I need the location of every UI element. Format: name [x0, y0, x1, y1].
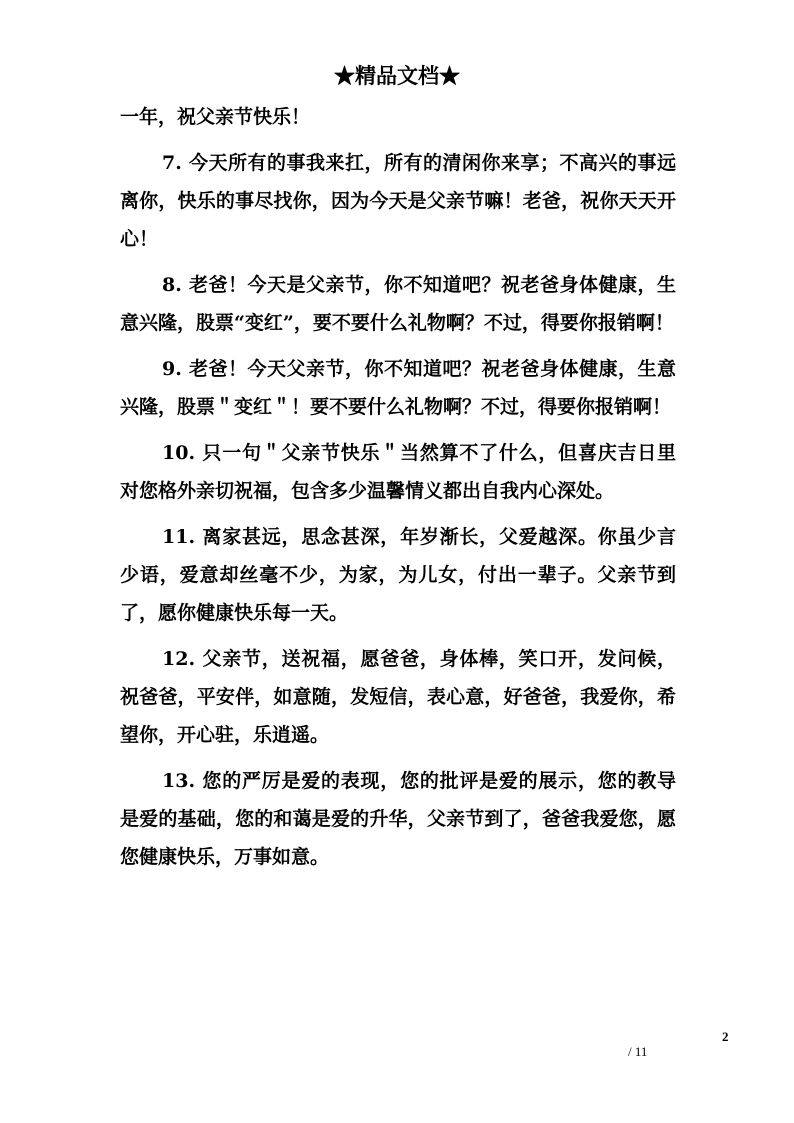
paragraph-item-9: 9. 老爸！今天父亲节，你不知道吧？祝老爸身体健康，生意兴隆，股票＂变红＂！要不要什么礼物啊？不过，得要你报销啊！: [120, 358, 676, 418]
paragraph-item-10: 10. 只一句＂父亲节快乐＂当然算不了什么，但喜庆吉日里对您格外亲切祝福，包含多少温馨情义都出自我内心深处。: [120, 442, 676, 502]
paragraph-item-7: 7. 今天所有的事我来扛，所有的清闲你来享；不高兴的事远离你，快乐的事尽找你，因为今天是父亲节嘛！老爸，祝你天天开心！: [120, 152, 676, 250]
document-header: ★精品文档★: [334, 63, 460, 88]
paragraph-item-12: 12. 父亲节，送祝福，愿爸爸，身体棒，笑口开，发问候，祝爸爸，平安伴，如意随，发短信，表心意，好爸爸，我爱你，希望你，开心驻，乐逍遥。: [120, 648, 676, 746]
paragraph-continuation: 一年，祝父亲节快乐！: [120, 106, 311, 128]
page-total: / 11: [628, 1044, 648, 1059]
paragraph-item-11: 11. 离家甚远，思念甚深，年岁渐长，父爱越深。你虽少言少语，爱意却丝毫不少，为家，为儿女，付出一辈子。父亲节到了，愿你健康快乐每一天。: [120, 526, 676, 624]
page-number: 2: [722, 1029, 729, 1044]
paragraph-item-13: 13. 您的严厉是爱的表现，您的批评是爱的展示，您的教导是爱的基础，您的和蔼是爱的升华，父亲节到了，爸爸我爱您，愿您健康快乐，万事如意。: [120, 770, 676, 868]
paragraph-item-8: 8. 老爸！今天是父亲节，你不知道吧？祝老爸身体健康，生意兴隆，股票“变红”，要不要什么礼物啊？不过，得要你报销啊！: [120, 274, 676, 334]
document-body: [120, 98, 676, 884]
